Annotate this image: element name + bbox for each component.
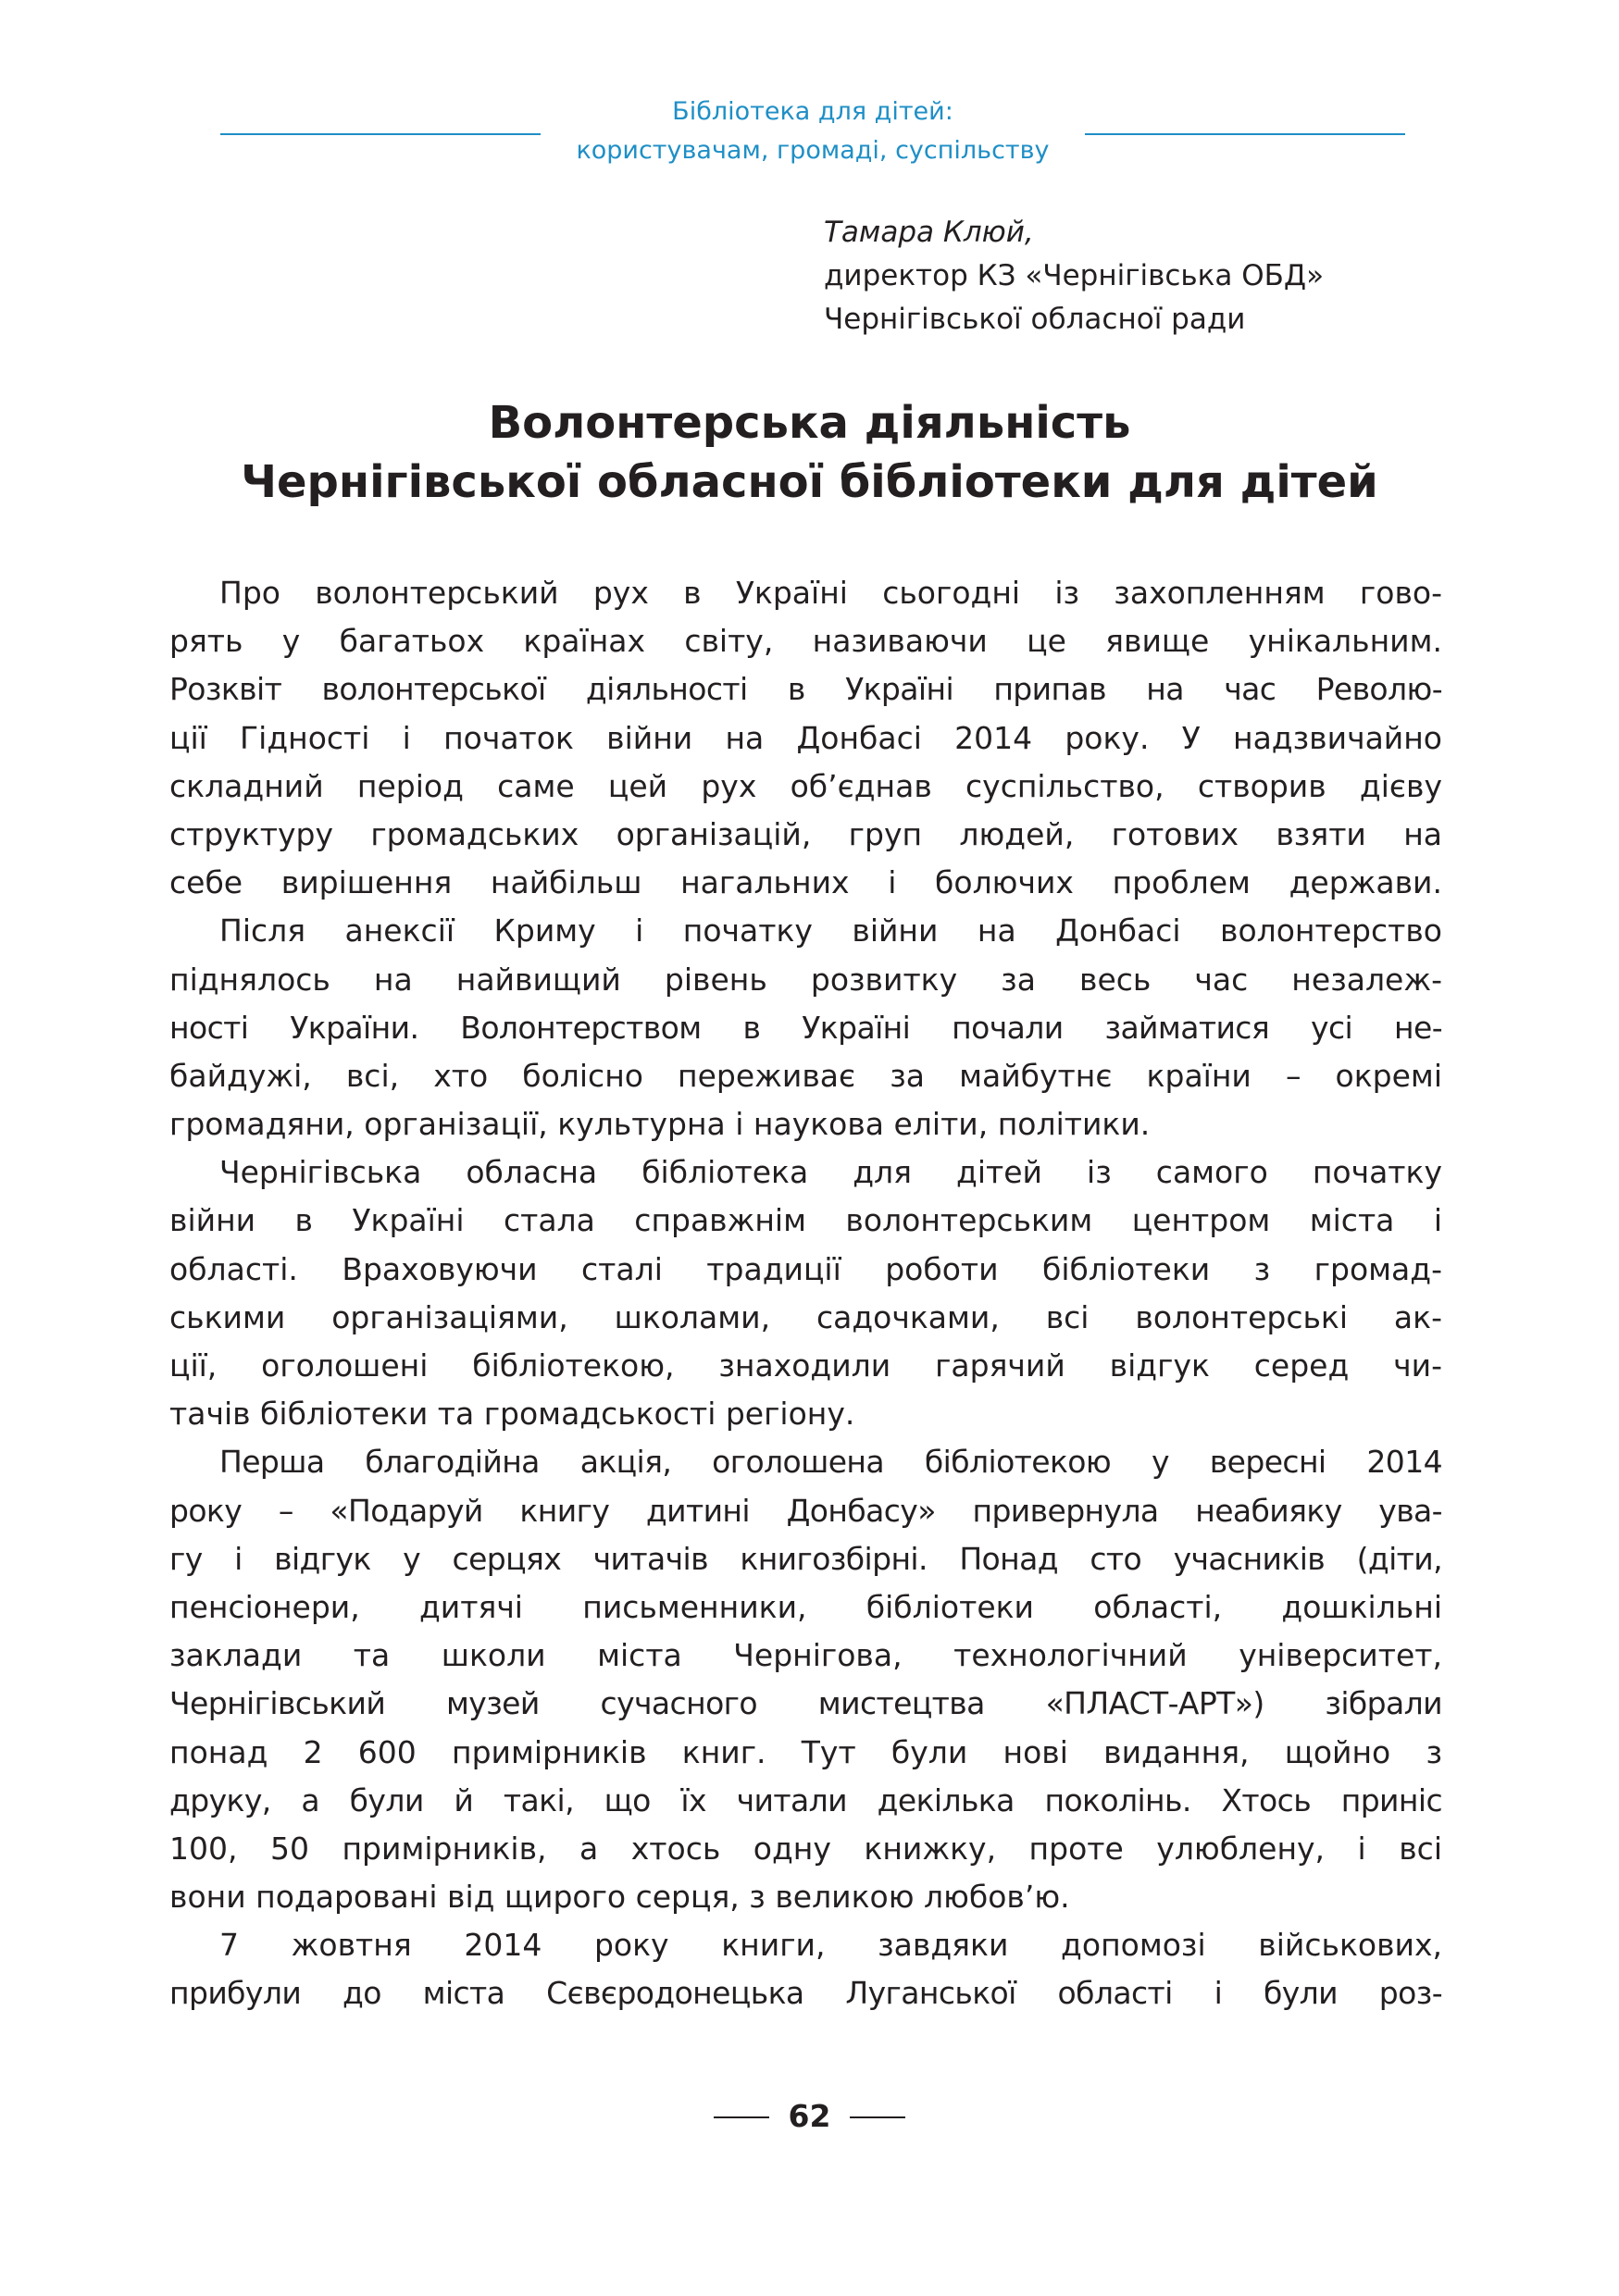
article-title-line: Чернігівської обласної бібліотеки для дітей	[241, 456, 1378, 508]
text-line: понад 2 600 примірників книг. Тут були нові видання, щойно з	[169, 1733, 1442, 1770]
text-line: громадяни, організації, культурна і наукова еліти, політики.	[169, 1106, 1151, 1143]
text-line: Перша благодійна акція, оголошена бібліотекою у вересні 2014	[219, 1444, 1442, 1481]
author-position: директор КЗ «Чернігівська ОБД»	[824, 259, 1325, 292]
text-line: прибули до міста Сєвєродонецька Луганської області і були роз-	[169, 1975, 1442, 2012]
running-header-line: користувачам, громаді, суспільству	[576, 136, 1050, 165]
text-line: друку, а були й такі, що їх читали декілька поколінь. Хтось приніс	[169, 1781, 1442, 1818]
header-rule-left	[220, 133, 541, 135]
text-line: Після анексії Криму і початку війни на Донбасі волонтерство	[219, 912, 1442, 949]
text-line: війни в Україні стала справжнім волонтерським центром міста і	[169, 1202, 1442, 1239]
author-block	[824, 211, 1564, 341]
text-line: 100, 50 примірників, а хтось одну книжку, проте улюблену, і всі	[169, 1830, 1442, 1867]
text-line: Розквіт волонтерської діяльності в Україні припав на час Револю-	[169, 671, 1442, 708]
text-line: заклади та школи міста Чернігова, технологічний університет,	[169, 1637, 1442, 1674]
running-header-line: Бібліотека для дітей:	[672, 97, 953, 126]
text-line: себе вирішення найбільш нагальних і болючих проблем держави.	[169, 864, 1442, 901]
author-name: Тамара Клюй,	[824, 216, 1034, 249]
text-line: ції Гідності і початок війни на Донбасі 2014 року. У надзвичайно	[169, 719, 1442, 756]
footer-rule-left	[714, 2116, 769, 2118]
text-line: області. Враховуючи сталі традиції роботи бібліотеки з громад-	[169, 1250, 1442, 1287]
text-line: гу і відгук у серцях читачів книгозбірні. Понад сто учасників (діти,	[169, 1540, 1442, 1577]
text-line: вони подаровані від щирого серця, з великою любов’ю.	[169, 1879, 1070, 1916]
text-line: структуру громадських організацій, груп людей, готових взяти на	[169, 815, 1442, 852]
text-line: ності України. Волонтерством в Україні почали займатися усі не-	[169, 1009, 1442, 1046]
text-line: тачів бібліотеки та громадськості регіону.	[169, 1396, 855, 1433]
text-line: ції, оголошені бібліотекою, знаходили гарячий відгук серед чи-	[169, 1347, 1442, 1384]
running-header-title	[541, 93, 1085, 170]
text-line: 7 жовтня 2014 року книги, завдяки допомозі військових,	[219, 1927, 1442, 1964]
article-title-line: Волонтерська діяльність	[488, 397, 1131, 449]
text-line: ськими організаціями, школами, садочками, всі волонтерські ак-	[169, 1298, 1442, 1335]
header-rule-right	[1085, 133, 1405, 135]
article-body	[169, 569, 1442, 2018]
text-line: року – «Подаруй книгу дитині Донбасу» привернула неабияку ува-	[169, 1492, 1442, 1529]
page-number: 62	[788, 2098, 831, 2134]
text-line: пенсіонери, дитячі письменники, бібліотеки області, дошкільні	[169, 1588, 1442, 1625]
text-line: Чернігівський музей сучасного мистецтва «ПЛАСТ-АРТ») зібрали	[169, 1685, 1442, 1722]
running-header	[0, 93, 1619, 176]
footer-rule-right	[850, 2116, 905, 2118]
author-organization: Чернігівської обласної ради	[824, 303, 1246, 336]
page-footer	[0, 2093, 1619, 2140]
text-line: складний період саме цей рух об’єднав суспільство, створив дієву	[169, 767, 1442, 804]
text-line: Про волонтерський рух в Україні сьогодні із захопленням гово-	[219, 575, 1442, 611]
text-line: рять у багатьох країнах світу, називаючи це явище унікальним.	[169, 623, 1442, 660]
text-line: піднялось на найвищий рівень розвитку за весь час незалеж-	[169, 961, 1442, 998]
text-line: байдужі, всі, хто болісно переживає за майбутнє країни – окремі	[169, 1057, 1442, 1094]
text-line: Чернігівська обласна бібліотека для дітей із самого початку	[219, 1154, 1442, 1191]
article-title	[111, 393, 1508, 512]
